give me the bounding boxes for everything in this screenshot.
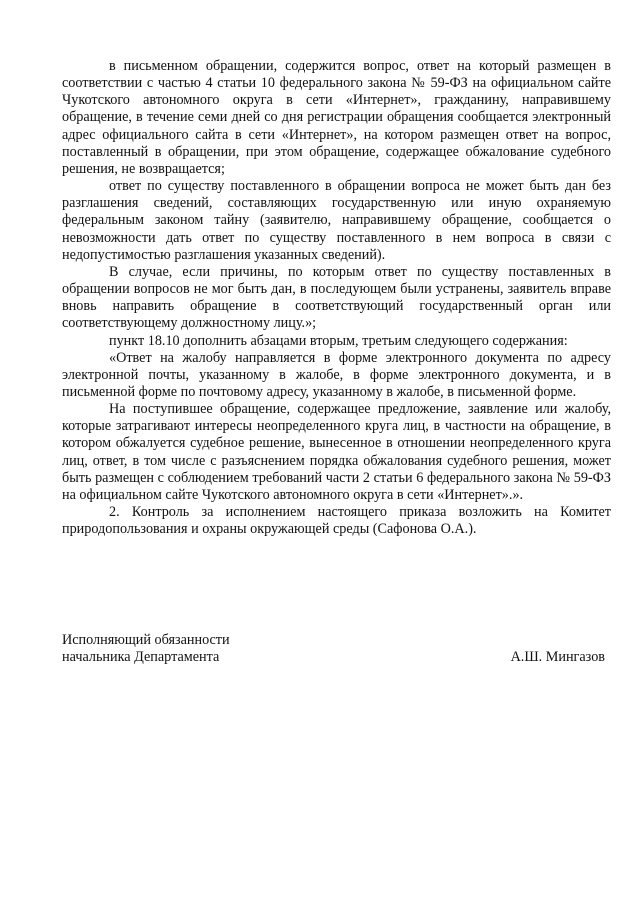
paragraph-3: В случае, если причины, по которым ответ по существу поставленных в обращении вопросов не мог быть дан, в последующем были устранены, заявитель вправе вновь направить обращение в соответствующий государственный орган или соответствующему должностному лицу.»; [62,263,611,332]
paragraph-1: в письменном обращении, содержится вопрос, ответ на который размещен в соответствии с частью 4 статьи 10 федерального закона № 59-ФЗ на официальном сайте Чукотского автономного округа в сети «Интернет», гражданину, направившему обращение, в течение семи дней со дня регистрации обращения сообщается электронный адрес официального сайта в сети «Интернет», на котором размещен ответ на вопрос, поставленный в обращении, при этом обращение, содержащее обжалование судебного решения, не возвращается; [62,58,611,177]
document-body [62,58,611,538]
signatory-title-line-1: Исполняющий обязанности [62,632,230,648]
signatory-title-line-2: начальника Департамента [62,649,220,666]
signature-block [62,632,611,666]
signatory-name: А.Ш. Мингазов [510,649,605,666]
paragraph-7: 2. Контроль за исполнением настоящего приказа возложить на Комитет природопользования и охраны окружающей среды (Сафонова О.А.). [62,504,611,538]
paragraph-5: «Ответ на жалобу направляется в форме электронного документа по адресу электронной почты, указанному в жалобе, в форме электронного документа, и в письменной форме по почтовому адресу, указанному в жалобе, в письменной форме. [62,349,611,400]
paragraph-6: На поступившее обращение, содержащее предложение, заявление или жалобу, которые затрагивают интересы неопределенного круга лиц, в частности на обращение, в котором обжалуется судебное решение, вынесенное в отношении неопределенного круга лиц, ответ, в том числе с разъяснением порядка обжалования судебного решения, может быть размещен с соблюдением требований части 2 статьи 6 федерального закона № 59-ФЗ на официальном сайте Чукотского автономного округа в сети «Интернет».». [62,401,611,503]
paragraph-2: ответ по существу поставленного в обращении вопроса не может быть дан без разглашения сведений, составляющих государственную или иную охраняемую федеральным законом тайну (заявителю, направившему обращение, сообщается о невозможности дать ответ по существу поставленного в нем вопроса в связи с недопустимостью разглашения указанных сведений). [62,178,611,263]
paragraph-4: пункт 18.10 дополнить абзацами вторым, третьим следующего содержания: [109,332,568,349]
